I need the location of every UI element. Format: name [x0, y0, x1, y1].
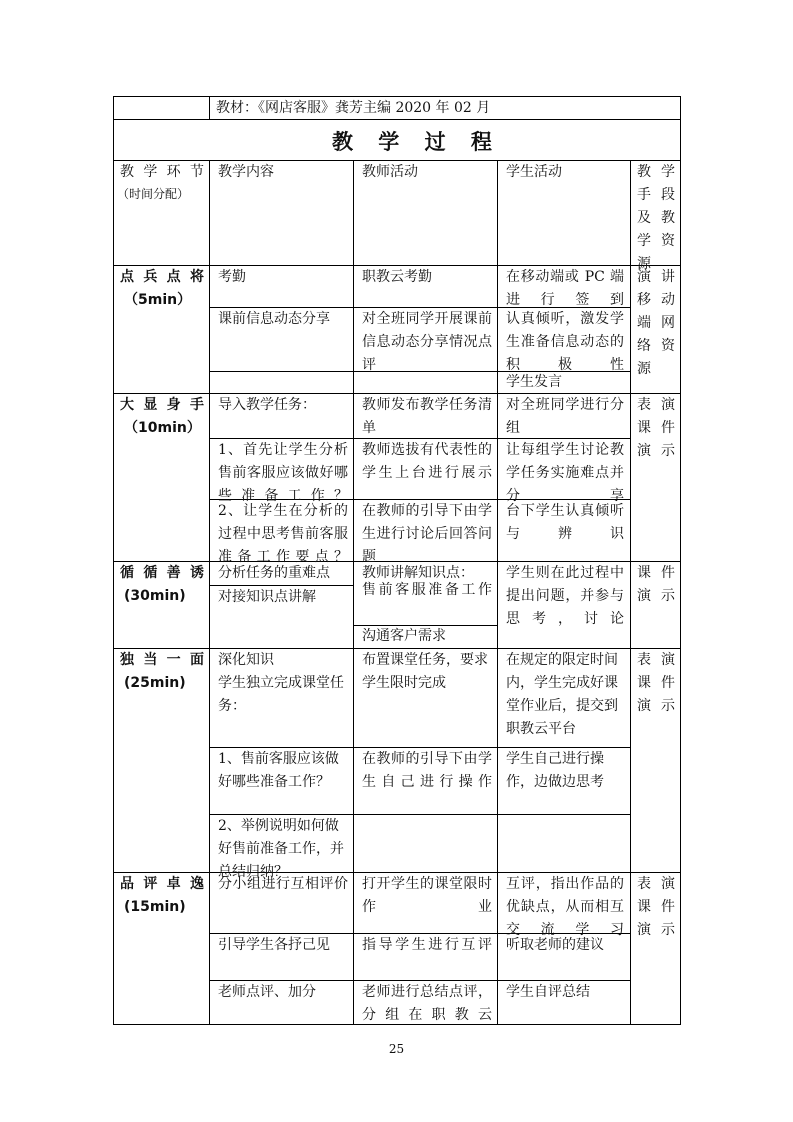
- student-cell: 学生则在此过程中提出问题，并参与思考，讨论: [506, 565, 624, 627]
- rule: [497, 160, 498, 1024]
- teacher-cell: 对全班同学开展课前信息动态分享情况点评: [362, 311, 492, 373]
- col-header-teacher: 教师活动: [362, 164, 418, 180]
- student-cell: 听取老师的建议: [506, 937, 604, 953]
- teacher-cell: 售前客服准备工作: [362, 582, 492, 598]
- student-cell: 学生发言: [506, 374, 562, 390]
- content-cell: 深化知识 学生独立完成课堂任务：: [218, 652, 344, 714]
- content-cell: 分析任务的重难点: [218, 565, 330, 581]
- student-cell: 学生自评总结: [506, 984, 590, 1000]
- teacher-cell: 沟通客户需求: [362, 628, 446, 644]
- content-cell: 引导学生各抒己见: [218, 937, 330, 953]
- teacher-cell: 教师发布教学任务清单: [362, 397, 492, 436]
- teacher-cell: 布置课堂任务，要求学生限时完成: [362, 652, 488, 691]
- rule: [209, 97, 210, 119]
- content-cell: 课前信息动态分享: [218, 311, 330, 327]
- rule: [209, 160, 210, 1024]
- teaching-means: 表演课件演示: [637, 876, 675, 938]
- student-cell: 在移动端或 PC 端进行签到: [506, 269, 624, 308]
- student-cell: 学生自己进行操作，边做边思考: [506, 751, 604, 790]
- teacher-cell: 在教师的引导下由学生进行讨论后回答问题: [362, 503, 492, 565]
- content-cell: 考勤: [218, 269, 246, 285]
- col-header-stage-note: （时间分配）: [117, 187, 190, 201]
- textbook-info: 教材：《网店客服》龚芳主编 2020 年 02 月: [216, 100, 491, 116]
- student-cell: 台下学生认真倾听与辨识: [506, 503, 624, 542]
- content-cell: 2、举例说明如何做好售前准备工作，并总结归纳？: [218, 818, 344, 880]
- content-cell: 老师点评、加分: [218, 984, 316, 1000]
- stage-name: 点 兵 点 将: [120, 269, 204, 285]
- col-header-stage: 教 学 环 节: [120, 164, 204, 180]
- content-cell: 2、让学生在分析的过程中思考售前客服准备工作要点？: [218, 503, 348, 565]
- teacher-cell: 在教师的引导下由学生自己进行操作: [362, 751, 492, 790]
- student-cell: 互评，指出作品的优缺点，从而相互交流学习: [506, 876, 624, 938]
- student-cell: 在规定的限定时间内，学生完成好课堂作业后，提交到职教云平台: [506, 652, 618, 737]
- stage-time: （5min）: [124, 292, 192, 308]
- stage-time: (25min): [124, 675, 186, 691]
- rule: [630, 160, 631, 1024]
- teacher-cell: 职教云考勤: [362, 269, 432, 285]
- teaching-means: 表演课件演示: [637, 652, 675, 714]
- stage-time: (15min): [124, 899, 186, 915]
- student-cell: 认真倾听，激发学生准备信息动态的积极性: [506, 311, 624, 373]
- teacher-cell: 教师选拔有代表性的学生上台进行展示: [362, 442, 492, 481]
- col-header-content: 教学内容: [218, 164, 274, 180]
- stage-name: 独 当 一 面: [120, 652, 204, 668]
- stage-time: （10min）: [124, 420, 201, 436]
- content-cell: 分小组进行互相评价: [218, 876, 348, 892]
- page-number: 25: [388, 1042, 405, 1056]
- teaching-means: 课件演示: [637, 565, 675, 604]
- teaching-means: 表演课件演示: [637, 397, 675, 459]
- content-cell: 1、售前客服应该做好哪些准备工作？: [218, 751, 339, 790]
- teacher-cell: 老师进行总结点评，分组在职教云: [362, 984, 492, 1023]
- teacher-cell: 指导学生进行互评: [362, 937, 492, 953]
- stage-name: 大 显 身 手: [120, 397, 204, 413]
- stage-time: (30min): [124, 588, 186, 604]
- teaching-means: 演讲移动端网络资源: [637, 269, 675, 377]
- col-header-student: 学生活动: [506, 164, 562, 180]
- stage-name: 循 循 善 诱: [120, 565, 204, 581]
- content-cell: 导入教学任务：: [218, 397, 316, 413]
- content-cell: 对接知识点讲解: [218, 589, 316, 605]
- teacher-cell: 打开学生的课堂限时作业: [362, 876, 492, 915]
- col-header-means: 教学手段及教学资源: [637, 164, 675, 272]
- stage-name: 品 评 卓 逸: [120, 876, 204, 892]
- teacher-cell: 教师讲解知识点：: [362, 565, 474, 581]
- teaching-process-table: [113, 96, 681, 1025]
- rule: [353, 160, 354, 1024]
- student-cell: 让每组学生讨论教学任务实施难点并分享: [506, 442, 624, 504]
- content-cell: 1、首先让学生分析售前客服应该做好哪些准备工作？: [218, 442, 348, 504]
- student-cell: 对全班同学进行分组: [506, 397, 624, 436]
- page-title: 教 学 过 程: [332, 130, 501, 154]
